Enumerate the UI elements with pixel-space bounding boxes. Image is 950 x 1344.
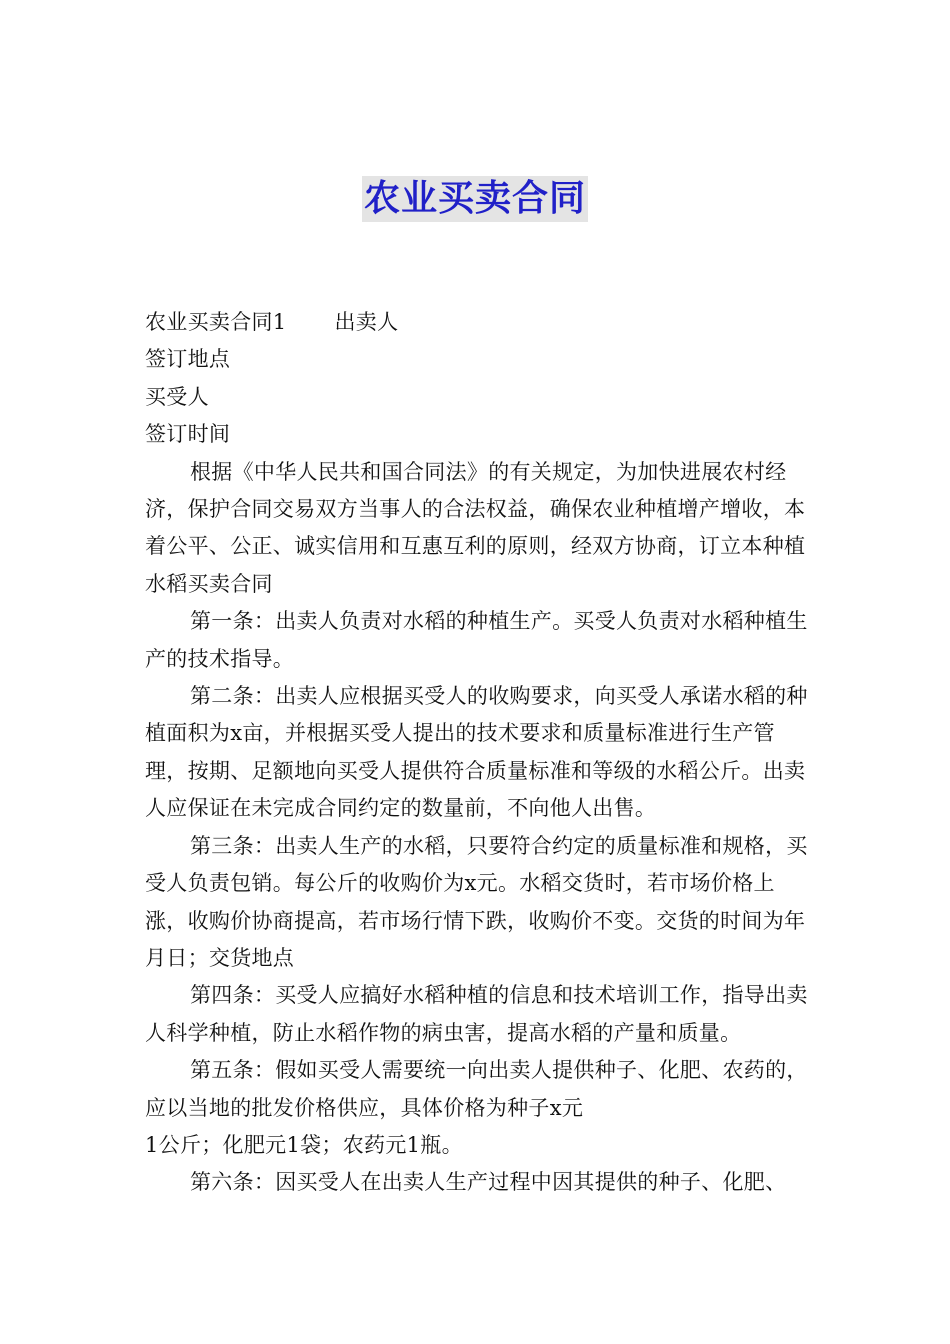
document-title: 农业买卖合同 [362,176,588,222]
article-6-paragraph: 第六条：因买受人在出卖人生产过程中因其提供的种子、化肥、 [190,1170,787,1195]
article-5-price-line: 1公斤；化肥元1袋；农药元1瓶。 [145,1132,463,1157]
contract-heading-label: 农业买卖合同1 [145,310,287,334]
sign-time-field: 签订时间 [145,422,231,447]
article-1-paragraph: 第一条：出卖人负责对水稻的种植生产。买受人负责对水稻种植生产的技术指导。 [145,609,808,671]
article-3-paragraph: 第三条：出卖人生产的水稻，只要符合约定的质量标准和规格，买受人负责包销。每公斤的收购价为x元。水稻交货时，若市场价格上涨，收购价协商提高，若市场行情下跌，收购价不变。交货的时间为年月日；交货地点 [145,833,808,970]
preamble-paragraph: 根据《中华人民共和国合同法》的有关规定，为加快进展农村经济，保护合同交易双方当事人的合法权益，确保农业种植增产增收，本着公平、公正、诚实信用和互惠互利的原则，经双方协商，订立本种植水稻买卖合同 [145,459,806,596]
article-2-paragraph: 第二条：出卖人应根据买受人的收购要求，向买受人承诺水稻的种植面积为x亩，并根据买受人提出的技术要求和质量标准进行生产管理，按期、足额地向买受人提供符合质量标准和等级的水稻公斤。出卖人应保证在未完成合同约定的数量前，不向他人出售。 [145,684,808,821]
title-container [0,176,950,222]
article-4-paragraph: 第四条：买受人应搞好水稻种植的信息和技术培训工作，指导出卖人科学种植，防止水稻作物的病虫害，提高水稻的产量和质量。 [145,983,808,1045]
sign-place-field: 签订地点 [145,347,231,372]
article-5-paragraph: 第五条：假如买受人需要统一向出卖人提供种子、化肥、农药的，应以当地的批发价格供应，具体价格为种子x元 [145,1058,808,1120]
buyer-field: 买受人 [145,384,209,409]
document-body [145,304,810,1202]
contract-heading-line [145,304,810,341]
seller-label: 出卖人 [334,310,399,334]
